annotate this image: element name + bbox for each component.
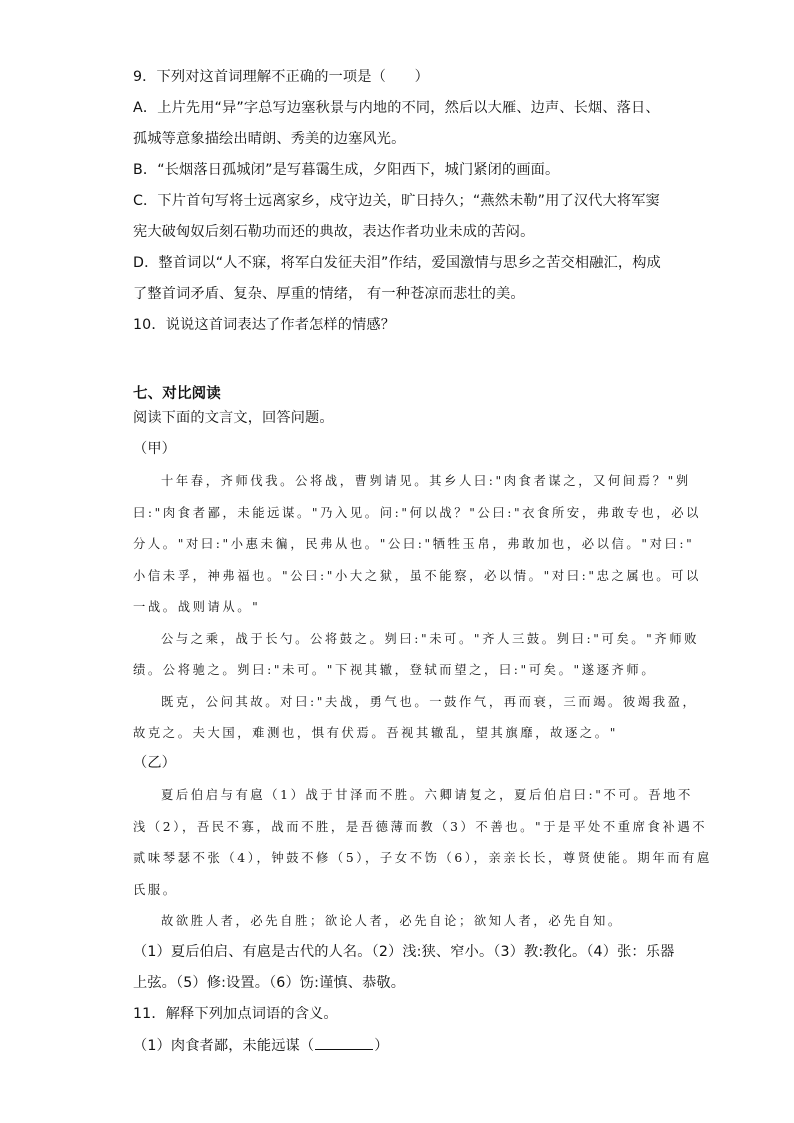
passage-yi-line: 氏服。 bbox=[133, 883, 178, 897]
annotations-line-2: 上弦。（5）修:设置。（6）饬:谨慎、恭敬。 bbox=[133, 975, 406, 991]
question-9-stem: 9．下列对这首词理解不正确的一项是（ ） bbox=[133, 69, 429, 85]
question-9-option-a-line-1: A．上片先用“异”字总写边塞秋景与内地的不同，然后以大雁、边声、长烟、落日、 bbox=[133, 100, 660, 116]
section-7-instruction: 阅读下面的文言文，回答问题。 bbox=[133, 410, 334, 426]
question-11-item-1-text: （1）肉食者鄙，未能远谋（ bbox=[133, 1038, 315, 1054]
passage-yi-line: 贰味琴瑟不张（4），钟鼓不修（5），子女不饬（6），亲亲长长，尊贤使能。期年而有扈 bbox=[133, 851, 712, 865]
question-11-item-1 bbox=[133, 1035, 389, 1056]
passage-yi-line: 浅（2），吾民不寡，战而不胜，是吾德薄而教（3）不善也。"于是平处不重席食补遇不 bbox=[133, 820, 708, 834]
passage-jia-line: 既克，公问其故。对曰:"夫战，勇气也。一鼓作气，再而衰，三而竭。彼竭我盈， bbox=[161, 695, 698, 709]
passage-yi-line: 故欲胜人者，必先自胜；欲论人者，必先自论；欲知人者，必先自知。 bbox=[161, 914, 623, 928]
passage-yi-label: （乙） bbox=[133, 755, 177, 771]
passage-jia-line: 公与之乘，战于长勺。公将鼓之。刿曰:"未可。"齐人三鼓。刿曰:"可矣。"齐师败 bbox=[161, 632, 700, 646]
question-10-stem: 10．说说这首词表达了作者怎样的情感？ bbox=[133, 317, 396, 333]
question-9-option-d-line-2: 了整首词矛盾、复杂、厚重的情绪， 有一种苍凉而悲壮的美。 bbox=[133, 286, 525, 302]
annotations-line-1: （1）夏后伯启、有扈是古代的人名。（2）浅:狭、窄小。（3）教:教化。（4）张：乐器 bbox=[133, 944, 675, 960]
question-9-option-c-line-2: 宪大破匈奴后刻石勒功而还的典故，表达作者功业未成的苦闷。 bbox=[133, 224, 535, 240]
passage-jia-label: （甲） bbox=[133, 441, 177, 457]
question-9-option-d-line-1: D．整首词以“人不寐，将军白发征夫泪”作结，爱国激情与思乡之苦交相融汇，构成 bbox=[133, 255, 661, 271]
question-11-stem: 11．解释下列加点词语的含义。 bbox=[133, 1006, 338, 1022]
passage-jia-line: 故克之。夫大国，难测也，惧有伏焉。吾视其辙乱，望其旗靡，故逐之。" bbox=[133, 726, 618, 740]
passage-jia-line: 绩。公将驰之。刿曰:"未可。"下视其辙，登轼而望之，曰:"可矣。"遂逐齐师。 bbox=[133, 663, 657, 677]
passage-jia-line: 分人。"对曰:"小惠未徧，民弗从也。"公曰:"牺牲玉帛，弗敢加也，必以信。"对曰:" bbox=[133, 537, 695, 551]
section-7-title: 七、对比阅读 bbox=[133, 386, 221, 402]
passage-jia-line: 小信未孚，神弗福也。"公曰:"小大之狱，虽不能察，必以情。"对曰:"忠之属也。可以 bbox=[133, 569, 701, 583]
question-11-item-1-close: ） bbox=[374, 1038, 389, 1054]
question-9-option-b: B．“长烟落日孤城闭”是写暮霭生成，夕阳西下，城门紧闭的画面。 bbox=[133, 162, 560, 178]
question-9-option-a-line-2: 孤城等意象描绘出晴朗、秀美的边塞风光。 bbox=[133, 131, 406, 147]
answer-blank[interactable] bbox=[315, 1035, 373, 1050]
passage-yi-line: 夏后伯启与有扈（1）战于甘泽而不胜。六卿请复之，夏后伯启曰:"不可。吾地不 bbox=[161, 788, 693, 802]
passage-jia-line: 曰:"肉食者鄙，未能远谋。"乃入见。问:"何以战？"公曰:"衣食所安，弗敢专也，必以 bbox=[133, 506, 702, 520]
question-9-option-c-line-1: C．下片首句写将士远离家乡，戍守边关，旷日持久；“燕然未勒”用了汉代大将军窦 bbox=[133, 193, 660, 209]
passage-jia-line: 十年春，齐师伐我。公将战，曹刿请见。其乡人曰:"肉食者谋之，又何间焉？"刿 bbox=[161, 474, 691, 488]
passage-jia-line: 一战。战则请从。" bbox=[133, 600, 261, 614]
